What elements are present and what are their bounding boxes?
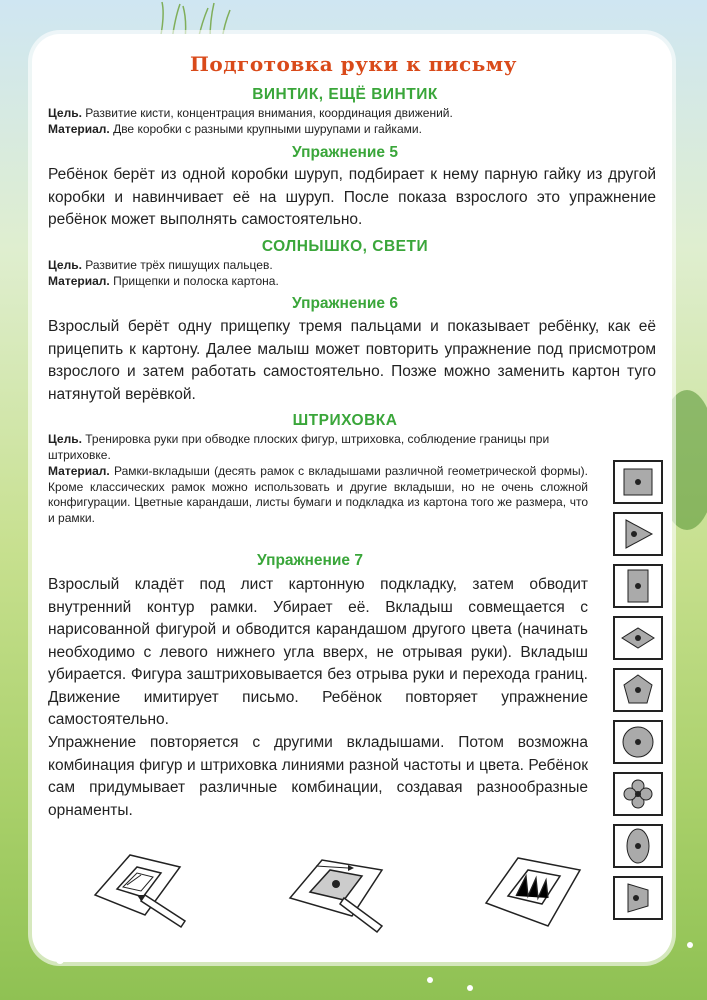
material-line [48,464,588,526]
tracing-insert-illustration [282,850,392,940]
goal-text: Развитие кисти, концентрация внимания, координация движений. [85,106,453,120]
page-title: Подготовка руки к письму [190,52,517,76]
exercise-5-text: Ребёнок берёт из одной коробки шуруп, подбирает к нему парную гайку из другой коробки и навинчивает её на шуруп. После показа взрослого это упражнение ребёнок может выполнять самостоятельно. [48,166,656,228]
material-label: Материал. [48,274,110,288]
goal-line [48,432,594,463]
exercise-6-text: Взрослый берёт одну прищепку тремя пальцами и показывает ребёнку, как её прицепить к картону. Далее малыш может повторить упражнение под присмотром взрослого и затем работать самостоятельно. Позже можно заменить картон туго натянутой верёвкой. [48,318,656,403]
material-line [48,122,648,138]
oval-frame-icon [610,822,666,870]
material-line [48,274,648,290]
material-label: Материал. [48,122,110,136]
section-heading-vintik: ВИНТИК, ЕЩЁ ВИНТИК [252,86,438,103]
exercise-6-title: Упражнение 6 [292,295,398,312]
trapezoid-frame-icon [610,874,666,922]
goal-line [48,258,648,274]
inset-frames-strip [610,458,668,940]
tracing-frame-illustration [85,845,195,935]
quatrefoil-frame-icon [610,770,666,818]
goal-label: Цель. [48,258,82,272]
material-text: Две коробки с разными крупными шурупами и гайками. [113,122,422,136]
triangle-frame-icon [610,510,666,558]
material-text: Рамки-вкладыши (десять рамок с вкладышами различной геометрической формы). Кроме классических рамок можно использовать и другие вкладыши, но не очень сложной конфигурации. Цветные карандаши, листы бумаги и подкладка из картона того же размера, что и рамки. [48,464,588,525]
goal-text: Тренировка руки при обводке плоских фигур, штриховка, соблюдение границы при штриховке. [48,432,550,462]
exercise-7-text-continued: Упражнение повторяется с другими вкладышами. Потом возможна комбинация фигур и штриховка линиями разной частоты и цвета. Ребёнок сам придумывает различные комбинации, создавая разнообразные орнаменты. [48,734,588,819]
material-text: Прищепки и полоска картона. [113,274,279,288]
section-heading-solnyshko: СОЛНЫШКО, СВЕТИ [261,238,429,255]
circle-frame-icon [610,718,666,766]
hatching-illustration [478,848,588,938]
exercise-5-title: Упражнение 5 [292,144,398,161]
exercise-7-text: Взрослый кладёт под лист картонную подкладку, затем обводит внутренний контур рамки. Убирает её. Вкладыш совмещается с нарисованной фигурой и обводится карандашом другого цвета (начинать необходимо с левого нижнего угла вверх, не отрывая руки). Вкладыш убирается. Фигура заштриховывается без отрыва руки и перехода границ. Движение имитирует письмо. Ребёнок повторяет упражнение самостоятельно. [48,576,588,728]
goal-line [48,106,648,122]
goal-label: Цель. [48,432,82,446]
goal-label: Цель. [48,106,82,120]
exercise-7-title: Упражнение 7 [257,552,363,569]
section-heading-shtrikhovka: ШТРИХОВКА [292,412,398,429]
pentagon-frame-icon [610,666,666,714]
rhombus-frame-icon [610,614,666,662]
goal-text: Развитие трёх пишущих пальцев. [85,258,273,272]
material-label: Материал. [48,464,110,478]
square-frame-icon [610,458,666,506]
rectangle-frame-icon [610,562,666,610]
